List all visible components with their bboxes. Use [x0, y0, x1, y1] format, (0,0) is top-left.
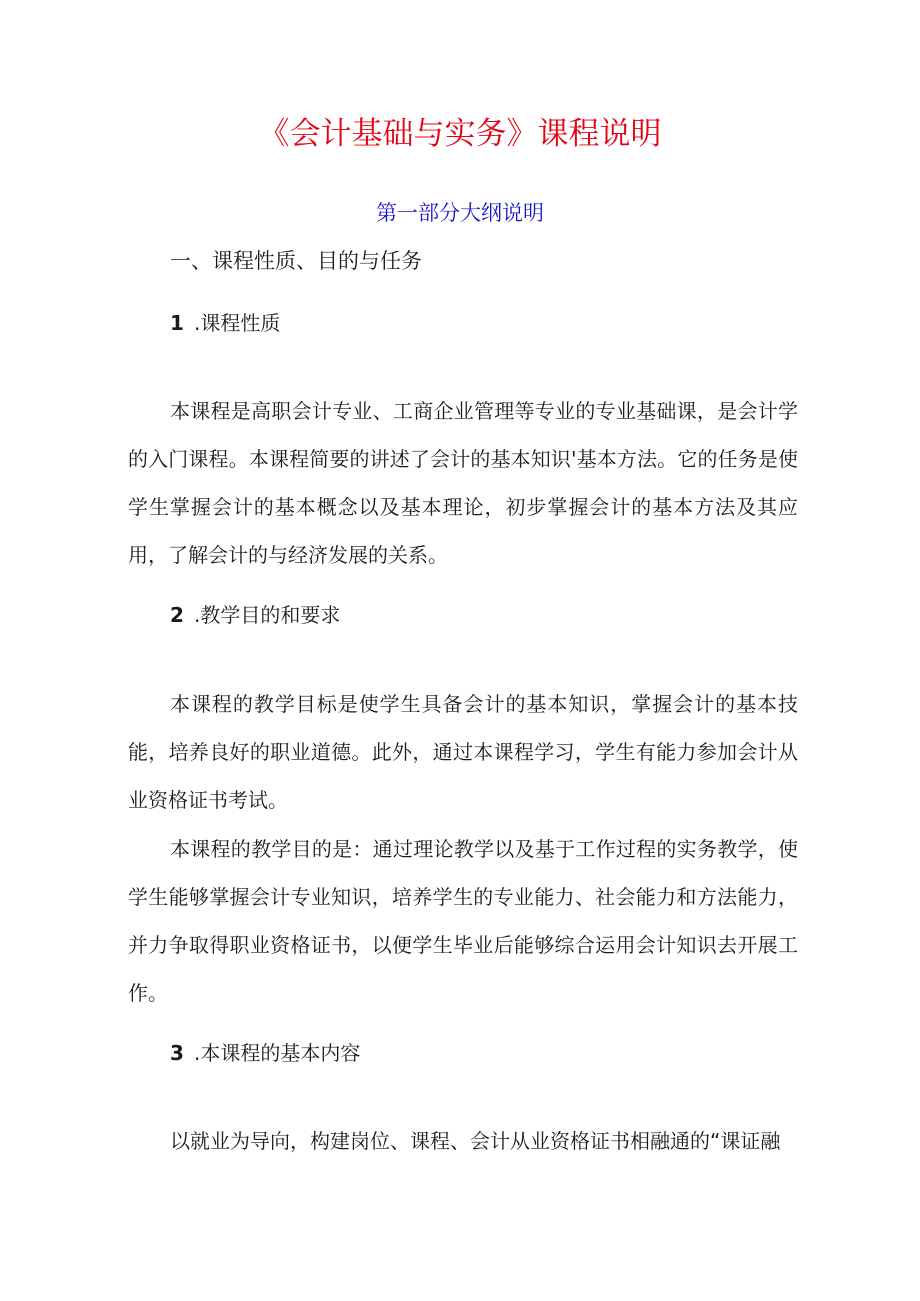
subsection-label: .课程性质 — [194, 311, 281, 335]
subsection-number: 1 — [170, 311, 184, 335]
subsection-number: 2 — [170, 603, 184, 627]
paragraph-course-nature: 本课程是高职会计专业、工商企业管理等专业的专业基础课，是会计学的入门课程。本课程简要的讲述了会计的基本知识'基本方法。它的任务是使学生掌握会计的基本概念以及基本理论，初步掌握会计的基本方法及其应用，了解会计的与经济发展的关系。 — [128, 399, 798, 567]
subsection-label: .本课程的基本内容 — [194, 1041, 361, 1065]
subsection-heading-1 — [170, 308, 280, 338]
paragraph-basic-content: 以就业为导向，构建岗位、课程、会计从业资格证书相融通的“课证融 — [170, 1129, 781, 1153]
paragraph-teaching-purpose: 本课程的教学目的是：通过理论教学以及基于工作过程的实务教学，使学生能够掌握会计专业知识，培养学生的专业能力、社会能力和方法能力，并力争取得职业资格证书，以便学生毕业后能够综合运用会计知识去开展工作。 — [128, 837, 798, 1005]
subsection-heading-3 — [170, 1038, 360, 1068]
part-title: 第一部分大纲说明 — [376, 201, 544, 225]
subsection-number: 3 — [170, 1041, 184, 1065]
subsection-heading-2 — [170, 600, 340, 630]
document-title: 《会计基础与实务》课程说明 — [258, 116, 662, 152]
section-heading: 一、课程性质、目的与任务 — [170, 249, 422, 273]
paragraph-teaching-goal: 本课程的教学目标是使学生具备会计的基本知识，掌握会计的基本技能，培养良好的职业道德。此外，通过本课程学习，学生有能力参加会计从业资格证书考试。 — [128, 692, 798, 812]
subsection-label: .教学目的和要求 — [194, 603, 341, 627]
